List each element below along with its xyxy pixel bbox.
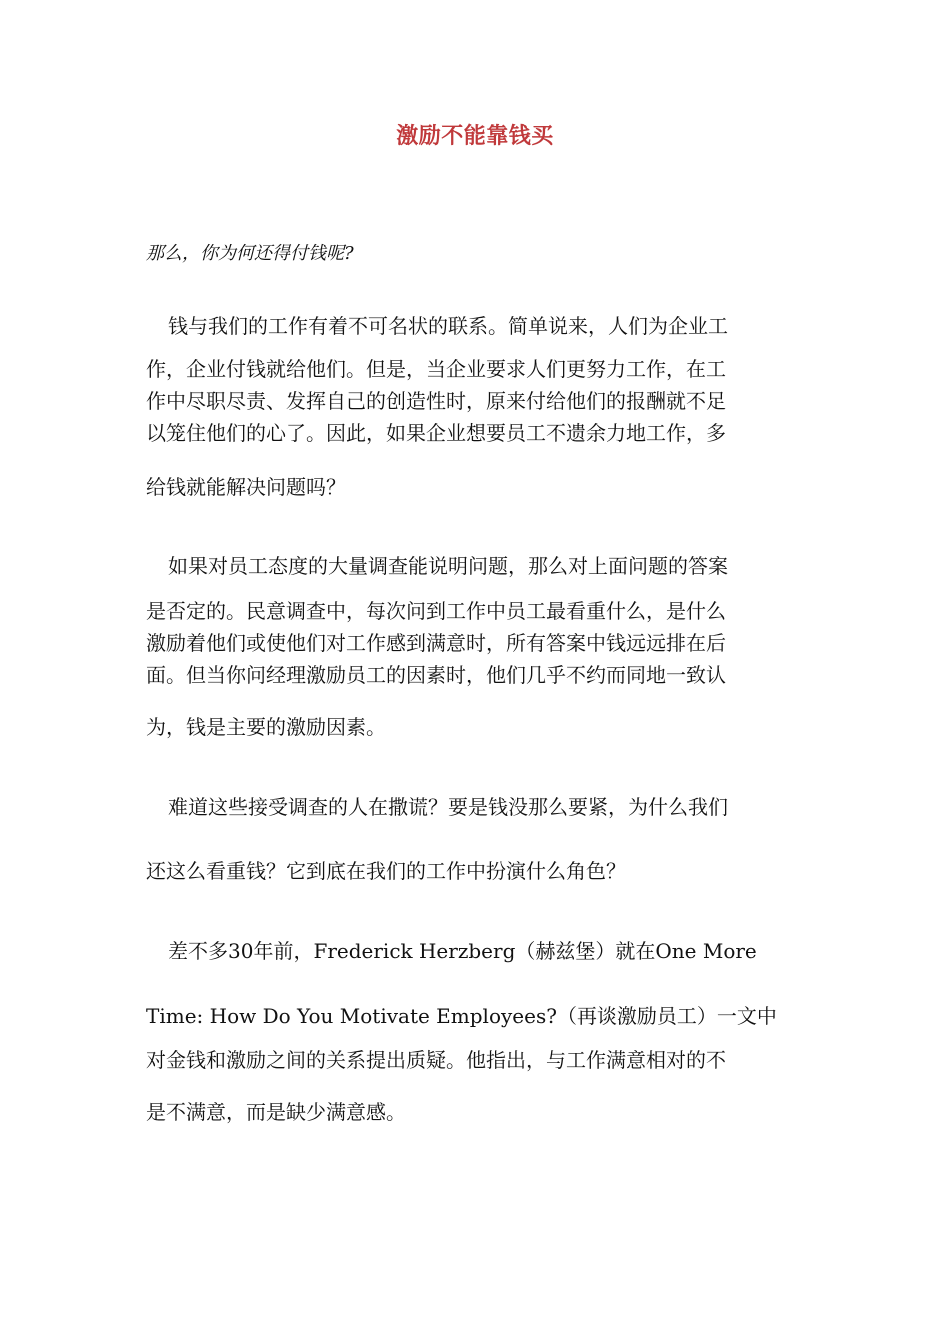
paragraph-3-line-2: 还这么看重钱？它到底在我们的工作中扮演什么角色？ [146, 859, 626, 883]
paragraph-2-line-1: 如果对员工态度的大量调查能说明问题，那么对上面问题的答案 [168, 554, 728, 578]
paragraph-4-line-3: 对金钱和激励之间的关系提出质疑。他指出，与工作满意相对的不 [146, 1048, 726, 1072]
paragraph-1-line-3: 作中尽职尽责、发挥自己的创造性时，原来付给他们的报酬就不足 [146, 389, 726, 413]
paragraph-3-line-1: 难道这些接受调查的人在撒谎？要是钱没那么要紧，为什么我们 [168, 795, 728, 819]
document-subtitle: 那么，你为何还得付钱呢? [146, 243, 354, 264]
paragraph-1-line-5: 给钱就能解决问题吗？ [146, 475, 346, 499]
paragraph-4-line-2: Time: How Do You Motivate Employees?（再谈激励员工）一文中 [146, 1004, 777, 1028]
paragraph-1-line-1: 钱与我们的工作有着不可名状的联系。简单说来，人们为企业工 [168, 314, 728, 338]
paragraph-2-line-3: 激励着他们或使他们对工作感到满意时，所有答案中钱远远排在后 [146, 631, 726, 655]
paragraph-2-line-5: 为，钱是主要的激励因素。 [146, 715, 386, 739]
paragraph-2-line-2: 是否定的。民意调查中，每次问到工作中员工最看重什么，是什么 [146, 599, 726, 623]
paragraph-2-line-4: 面。但当你问经理激励员工的因素时，他们几乎不约而同地一致认 [146, 663, 726, 687]
paragraph-1-line-4: 以笼住他们的心了。因此，如果企业想要员工不遗余力地工作，多 [146, 421, 726, 445]
paragraph-4-line-1: 差不多30年前，Frederick Herzberg（赫兹堡）就在One More [168, 939, 757, 963]
document-title: 激励不能靠钱买 [396, 124, 554, 149]
paragraph-1-line-2: 作，企业付钱就给他们。但是，当企业要求人们更努力工作，在工 [146, 357, 726, 381]
paragraph-4-line-4: 是不满意，而是缺少满意感。 [146, 1100, 406, 1124]
